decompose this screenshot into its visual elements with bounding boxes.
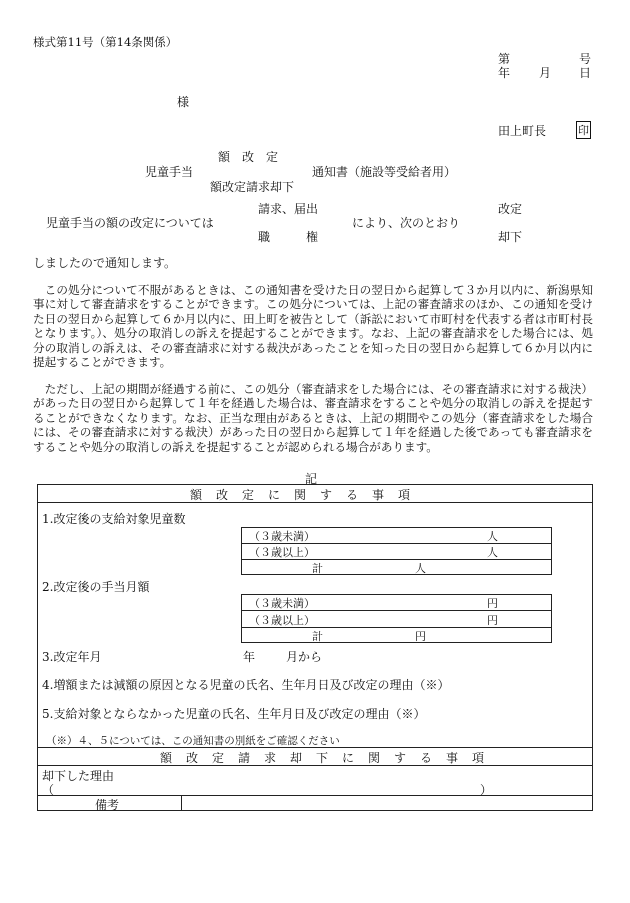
- item2-row-under3-unit: 円: [487, 597, 498, 610]
- date-month-label: 月: [539, 66, 552, 80]
- doc-number-prefix: 第: [498, 52, 511, 66]
- item1-total-unit: 人: [415, 562, 426, 575]
- item2-row-under3: （３歳未満）: [249, 597, 315, 610]
- date-day-label: 日: [579, 66, 592, 80]
- intro-option-seikyu: 請求、届出: [258, 202, 319, 216]
- title-option-gaku-kaitei: 額 改 定: [218, 150, 279, 164]
- intro-left: 児童手当の額の改定については: [46, 216, 214, 230]
- item4-label: 4.増額または減額の原因となる児童の氏名、生年月日及び改定の理由（※）: [42, 678, 450, 692]
- item5-label: 5.支給対象とならなかった児童の氏名、生年月日及び改定の理由（※）: [42, 707, 426, 721]
- item3-year: 年: [243, 650, 256, 664]
- notice-paragraph-2: ただし、上記の期間が経過する前に、この処分（審査請求をした場合には、その審査請求に対する裁決）があった日の翌日から起算して１年を経過した場合は、審査請求をすることや処分の取消しの訴えを提起することができなくなります。なお、正当な理由があるときは、上記の期間やこの処分（審査請求をした場合には、その審査請求に対する裁決）があった日の翌日から起算して１年を経過した後であっても審査請求をすることや処分の取消しの訴えを提起することが認められる場合があります。: [33, 382, 593, 454]
- remarks-divider: [37, 795, 593, 796]
- title-right: 通知書（施設等受給者用）: [312, 165, 457, 179]
- section2-header: 額改定請求却下に関する事項: [160, 751, 499, 765]
- item-note: （※）４、５については、この通知書の別紙をご確認ください: [46, 735, 340, 747]
- item2-row-over3-unit: 円: [487, 614, 498, 627]
- item2-total-label: 計: [312, 630, 323, 643]
- form-number: 様式第11号（第14条関係）: [33, 35, 178, 49]
- item3-month: 月から: [286, 650, 323, 664]
- ki-label: 記: [305, 472, 318, 486]
- item2-label: 2.改定後の手当月額: [42, 580, 150, 594]
- remarks-column-divider: [181, 795, 182, 811]
- intro-tail: しましたので通知します。: [33, 256, 177, 270]
- intro-middle: により、次のとおり: [352, 216, 461, 230]
- reject-reason-label: 却下した理由: [42, 769, 115, 783]
- title-left: 児童手当: [145, 165, 194, 179]
- item1-row-under3-unit: 人: [487, 530, 498, 543]
- item1-row-over3: （３歳以上）: [249, 546, 315, 559]
- reject-reason-close-paren: ）: [480, 783, 493, 797]
- reject-reason-open-paren: （: [42, 783, 55, 797]
- intro-option-shokken: 職 権: [258, 230, 319, 244]
- section1-header: 額改定に関する事項: [190, 488, 425, 502]
- item2-total-unit: 円: [415, 630, 426, 643]
- remarks-label: 備考: [95, 798, 120, 812]
- item2-row-over3: （３歳以上）: [249, 614, 315, 627]
- date-year-label: 年: [498, 66, 511, 80]
- item3-label: 3.改定年月: [42, 650, 102, 664]
- doc-number-suffix: 号: [579, 52, 592, 66]
- item1-row-under3: （３歳未満）: [249, 530, 315, 543]
- intro-option-kyakka: 却下: [498, 230, 523, 244]
- issuer-name: 田上町長: [498, 124, 547, 138]
- title-option-kyakka: 額改定請求却下: [210, 180, 295, 194]
- notice-paragraph-1: この処分について不服があるときは、この通知書を受けた日の翌日から起算して３か月以内に、新潟県知事に対して審査請求をすることができます。この処分については、上記の審査請求のほか、この通知を受けた日の翌日から起算して６か月以内に、田上町を被告として（訴訟において市町村を代表する者は市町村長となります。）、処分の取消しの訴えを提起することができます。なお、上記の審査請求をした場合には、処分の取消しの訴えは、その審査請求に対する裁決があったことを知った日の翌日から起算して６か月以内に提起することができます。: [33, 283, 593, 370]
- item1-total-label: 計: [312, 562, 323, 575]
- intro-option-kaitei: 改定: [498, 202, 523, 216]
- item1-label: 1.改定後の支給対象児童数: [42, 512, 186, 526]
- official-seal: 印: [576, 121, 591, 139]
- item1-row-over3-unit: 人: [487, 546, 498, 559]
- addressee-suffix: 様: [177, 95, 190, 109]
